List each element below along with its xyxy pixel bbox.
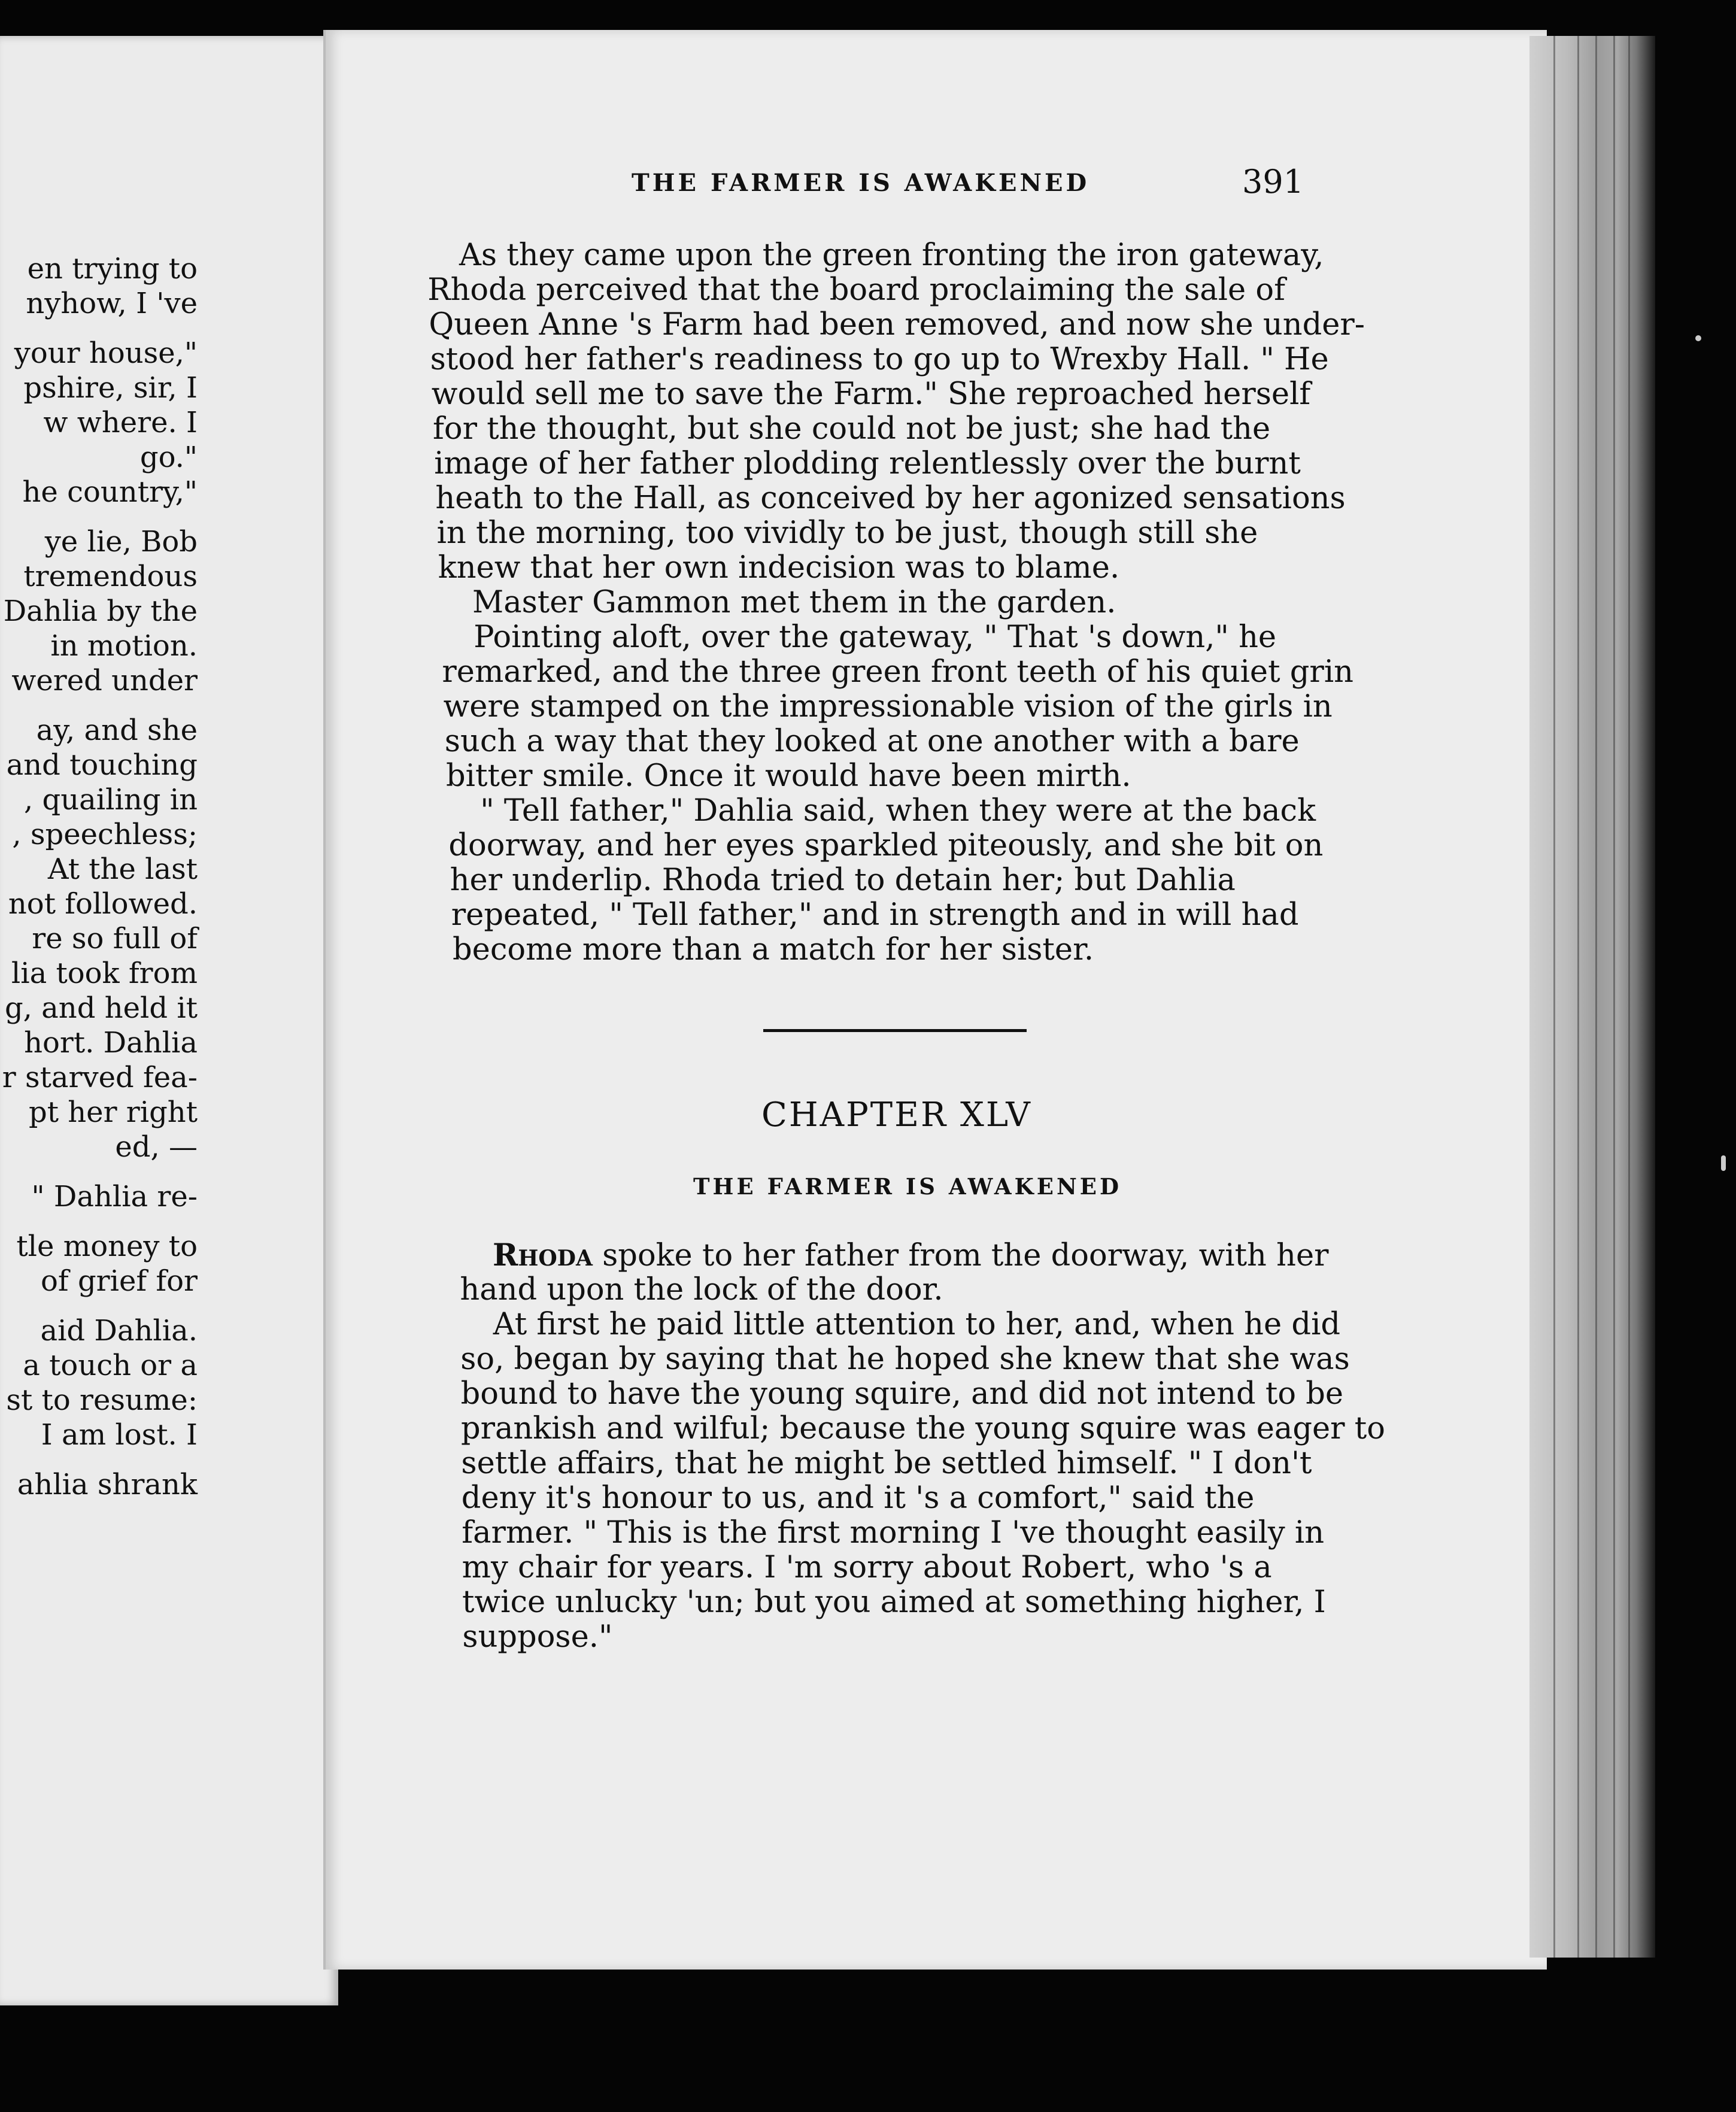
text-line: become more than a match for her sister. xyxy=(453,932,1094,967)
text-line: settle affairs, that he might be settled himself. " I don't xyxy=(461,1446,1312,1481)
text-line: such a way that they looked at one another with a bare xyxy=(444,724,1300,759)
text-line: heath to the Hall, as conceived by her agonized sensations xyxy=(435,481,1346,516)
left-text-line: tle money to xyxy=(16,1230,198,1263)
text-line: for the thought, but she could not be just; she had the xyxy=(433,411,1271,447)
text-line: Master Gammon met them in the garden. xyxy=(472,585,1116,620)
text-line: my chair for years. I 'm sorry about Robert, who 's a xyxy=(462,1550,1272,1585)
left-text-line: not followed. xyxy=(8,887,198,921)
left-text-line: ed, — xyxy=(115,1130,198,1164)
left-text-line: and touching xyxy=(6,748,198,782)
left-text-line: hort. Dahlia xyxy=(24,1026,198,1060)
left-text-line: ye lie, Bob xyxy=(44,525,198,559)
running-head: THE FARMER IS AWAKENED xyxy=(632,169,1090,197)
text-line: deny it's honour to us, and it 's a comfort," said the xyxy=(461,1480,1255,1516)
left-text-line: nyhow, I 've xyxy=(26,287,198,320)
left-text-line: tremendous xyxy=(23,560,198,593)
left-text-line: At the last xyxy=(47,852,198,886)
text-line: bound to have the young squire, and did not intend to be xyxy=(460,1376,1344,1412)
text-line: knew that her own indecision was to blame. xyxy=(438,550,1120,585)
left-text-line: of grief for xyxy=(41,1264,198,1298)
text-line: in the morning, too vividly to be just, though still she xyxy=(436,515,1258,551)
left-text-line: , speechless; xyxy=(12,818,198,851)
left-text-line: en trying to xyxy=(27,252,198,286)
text-line: twice unlucky 'un; but you aimed at something higher, I xyxy=(462,1585,1326,1620)
left-text-line: lia took from xyxy=(11,957,198,990)
left-text-line: I am lost. I xyxy=(41,1418,198,1452)
text-line: Pointing aloft, over the gateway, " That 's down," he xyxy=(474,620,1277,655)
text-line: her underlip. Rhoda tried to detain her; but Dahlia xyxy=(450,863,1236,898)
chapter-opening-word: Rhoda xyxy=(493,1237,593,1273)
text-line: image of her father plodding relentlessly over the burnt xyxy=(434,446,1301,481)
page-number: 391 xyxy=(1242,163,1304,201)
text-line: would sell me to save the Farm." She reproached herself xyxy=(431,377,1311,412)
left-text-line: r starved fea- xyxy=(2,1061,198,1094)
text-line: As they came upon the green fronting the iron gateway, xyxy=(459,238,1324,273)
left-text-line: g, and held it xyxy=(4,991,198,1025)
left-text-line: in motion. xyxy=(50,629,198,663)
left-text-line: " Dahlia re- xyxy=(31,1180,198,1213)
left-text-line: aid Dahlia. xyxy=(40,1314,198,1348)
text-line: " Tell father," Dahlia said, when they were at the back xyxy=(480,793,1316,829)
chapter-title: CHAPTER XLV xyxy=(761,1096,1032,1134)
text-line: Queen Anne 's Farm had been removed, and now she under- xyxy=(429,307,1365,342)
text-line: suppose." xyxy=(462,1619,613,1655)
left-text-line: st to resume: xyxy=(6,1383,198,1417)
chapter-subtitle: THE FARMER IS AWAKENED xyxy=(693,1173,1122,1200)
text-line: stood her father's readiness to go up to Wrexby Hall. " He xyxy=(430,342,1329,377)
text-line: Rhoda spoke to her father from the doorway, with her xyxy=(493,1237,1329,1273)
text-line: repeated, " Tell father," and in strength and in will had xyxy=(451,897,1299,933)
page-edges xyxy=(1529,36,1655,1958)
left-text-line: w where. I xyxy=(43,406,198,439)
text-line: were stamped on the impressionable vision of the girls in xyxy=(443,689,1333,724)
left-text-line: Dahlia by the xyxy=(3,594,198,628)
left-text-line: re so full of xyxy=(32,922,198,955)
text-line: bitter smile. Once it would have been mirth. xyxy=(446,758,1131,794)
left-text-line: ay, and she xyxy=(36,714,198,747)
text-line: hand upon the lock of the door. xyxy=(460,1272,943,1307)
text-line: At first he paid little attention to her, and, when he did xyxy=(493,1307,1341,1342)
text-line: farmer. " This is the first morning I 've thought easily in xyxy=(462,1515,1325,1550)
left-text-line: wered under xyxy=(11,664,198,697)
text-line: so, began by saying that he hoped she knew that she was xyxy=(460,1342,1350,1377)
left-text-line: pt her right xyxy=(28,1096,198,1129)
text-line: doorway, and her eyes sparkled piteously, and she bit on xyxy=(448,828,1324,863)
text-line: Rhoda perceived that the board proclaiming the sale of xyxy=(427,272,1285,308)
section-rule xyxy=(763,1029,1027,1032)
left-text-line: pshire, sir, I xyxy=(23,371,198,405)
left-text-line: go." xyxy=(139,441,198,474)
scan-specks xyxy=(1664,323,1736,1221)
left-text-line: he country," xyxy=(22,475,198,509)
left-text-line: ahlia shrank xyxy=(17,1468,198,1501)
text-line: prankish and wilful; because the young squire was eager to xyxy=(461,1411,1385,1446)
left-page xyxy=(0,36,338,2005)
left-text-line: your house," xyxy=(14,336,198,370)
left-text-line: a touch or a xyxy=(23,1349,198,1382)
left-text-line: , quailing in xyxy=(24,783,198,817)
text-line: remarked, and the three green front teeth of his quiet grin xyxy=(442,654,1353,690)
